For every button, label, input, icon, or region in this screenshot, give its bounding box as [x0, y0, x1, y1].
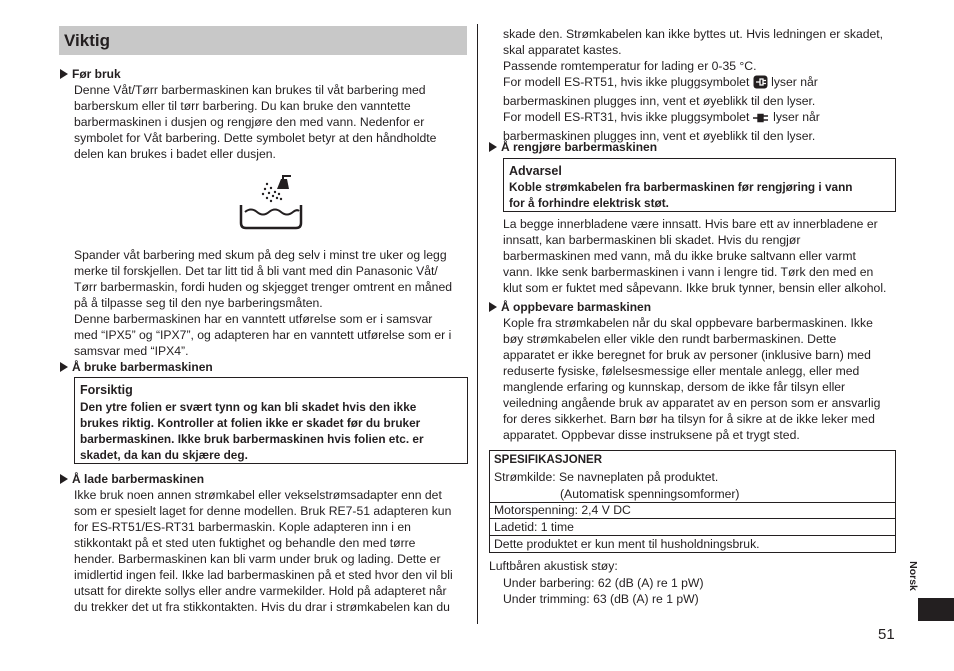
- specs-title: SPESIFIKASJONER: [494, 454, 602, 466]
- plug-symbol-icon: [753, 75, 768, 93]
- use-heading: Å bruke barbermaskinen: [60, 360, 213, 374]
- column-divider: [477, 24, 478, 624]
- warning-text: Koble strømkabelen fra barbermaskinen før rengjøring i vann for å forhindre elektrisk støt.: [509, 180, 853, 210]
- arrow-icon: [60, 362, 68, 372]
- cleaning-text: La begge innerbladene være innsatt. Hvis bare ett av innerbladene er innsatt, kan barbermaskinen bli skadet. Hvis du rengjør barbermaskinen med vann, må du ikke bruke saltvann eller varmt vann. Ikke senk barbermaskinen i vann i lengre tid. Tørk den med en klut som er fuktet med såpevann. Ikke bruk tynner, bensin eller alkohol.: [503, 217, 887, 295]
- language-tab: [918, 598, 954, 621]
- specs-charge-time: Ladetid: 1 time: [494, 520, 574, 534]
- storage-heading: Å oppbevare barmaskinen: [489, 300, 651, 314]
- charging-text: Ikke bruk noen annen strømkabel eller vekselstrømsadapter enn det som er spesielt laget for denne modellen. Bruk RE7-51 adapteren kun for ES-RT51/ES-RT31 barbermaskin. Kople adapteren inn i en stikkontakt på et sted uten fuktighet og behandle den med tørre hender. Barbermaskinen kan bli varm under bruk og lading. Dette er imidlertid ingen feil. Ikke lad barbermaskinen på et sted hvor den vil bli utsatt for direkte sollys eller andre varmekilder. Hold på adapteret når du trekker det ut fra stikkontakten. Hvis du drar i strømkabelen kan du: [74, 488, 453, 614]
- noise-trimming: Under trimming: 63 (dB (A) re 1 pW): [503, 592, 699, 606]
- language-label: Norsk: [907, 561, 919, 591]
- shower-bath-icon: [237, 175, 305, 231]
- caution-title: Forsiktig: [80, 383, 133, 397]
- noise-shaving: Under barbering: 62 (dB (A) re 1 pW): [503, 576, 704, 590]
- noise-title: Luftbåren akustisk støy:: [489, 559, 618, 573]
- arrow-icon: [489, 142, 497, 152]
- charging-continued: skade den. Strømkabelen kan ikke byttes ut. Hvis ledningen er skadet, skal apparatet kastes. Passende romtemperatur for lading er 0-35 °C. For modell ES-RT51, hvis ikke pluggsymbolet lyser når barbermaskinen plugges inn, vent et øyeblikk til den lyser. For modell ES-RT31, hvis ikke pluggsymbolet lyser når barbermaskinen plugges inn, vent et øyeblikk til den lyser.: [503, 27, 884, 143]
- arrow-icon: [60, 69, 68, 79]
- plug-symbol-icon: [753, 112, 770, 128]
- page-number: 51: [878, 626, 895, 643]
- warning-title: Advarsel: [509, 164, 562, 178]
- before-use-text: Denne Våt/Tørr barbermaskinen kan brukes til våt barbering med barberskum eller til tørr barbering. Du kan bruke den vanntette barbermaskinen i dusjen og rengjøre den med vann. Nedenfor er symbolet for Våt barbering. Dette symbolet betyr at den håndholdte delen kan brukes i badet eller dusjen.: [74, 83, 437, 161]
- page-title: Viktig: [64, 31, 110, 50]
- rt51-line: For modell ES-RT51, hvis ikke pluggsymbolet lyser når: [503, 74, 883, 93]
- rt31-line: For modell ES-RT31, hvis ikke pluggsymbolet lyser når: [503, 109, 883, 128]
- charging-heading: Å lade barbermaskinen: [60, 472, 204, 486]
- title-bar: [59, 26, 467, 55]
- before-use-text-2: Spander våt barbering med skum på deg selv i minst tre uker og legg merke til forskjellen. Det tar litt tid å bli vant med din Panasonic Våt/ Tørr barbermaskin, fordi huden og skjegget trenger omtrent en måned på å tilpasse seg til den nye barberingsmåten. Denne barbermaskinen har en vanntett utførelse som er i samsvar med “IPX5” og “IPX7”, og adapteren har en vanntett utførelse som er i samsvar med “IPX4”.: [74, 248, 453, 358]
- specs-motor: Motorspenning: 2,4 V DC: [494, 503, 631, 517]
- specs-power-note: (Automatisk spenningsomformer): [560, 487, 740, 501]
- specs-household: Dette produktet er kun ment til husholdningsbruk.: [494, 537, 760, 551]
- before-use-heading: Før bruk: [60, 67, 121, 81]
- specs-power: Strømkilde: Se navneplaten på produktet.: [494, 470, 719, 484]
- cleaning-heading: Å rengjøre barbermaskinen: [489, 140, 657, 154]
- arrow-icon: [489, 302, 497, 312]
- arrow-icon: [60, 474, 68, 484]
- caution-text: Den ytre folien er svært tynn og kan bli skadet hvis den ikke brukes riktig. Kontroller at folien ikke er skadet før du bruker barbermaskinen. Ikke bruk barbermaskinen hvis folien etc. er skadet, da kan du skjære deg.: [80, 400, 424, 462]
- storage-text: Kople fra strømkabelen når du skal oppbevare barbermaskinen. Ikke bøy strømkabelen eller vikle den rundt barbermaskinen. Dette apparatet er ikke beregnet for bruk av personer (inklusive barn) med reduserte fysiske, følelsesmessige eller mentale anlegg, eller med manglende erfaring og kunnskap, dersom de ikke får tilsyn eller veiledning angående bruk av apparatet av en person som er ansvarlig for deres sikkerhet. Barn bør ha tilsyn for å sikre at de ikke leker med apparatet. Oppbevar disse instruksene på et trygt sted.: [503, 316, 881, 442]
